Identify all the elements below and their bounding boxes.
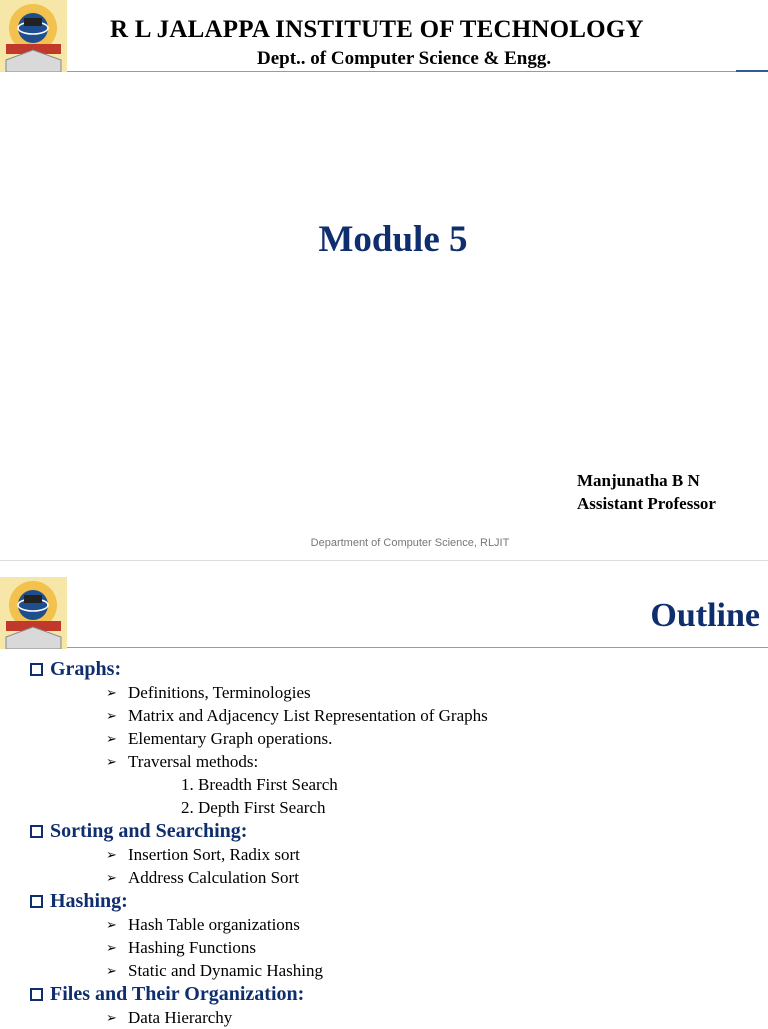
- list-item: [30, 681, 750, 704]
- list-item-text: Address Calculation Sort: [128, 868, 299, 887]
- list-item-text: Matrix and Adjacency List Representation of Graphs: [128, 706, 488, 725]
- section-graphs: [30, 657, 750, 819]
- list-item: [30, 913, 750, 936]
- section-heading-text: Hashing:: [50, 890, 128, 912]
- header-rule-accent: [736, 70, 768, 72]
- sub-list-item: 1. Breadth First Search: [181, 775, 338, 794]
- slide-title: Module 5: [318, 219, 468, 260]
- list-item-text: Definitions, Terminologies: [128, 683, 311, 702]
- arrow-bullet-icon: ➢: [106, 847, 117, 862]
- list-item-text: Data Hierarchy: [128, 1008, 233, 1027]
- header-rule: [67, 647, 768, 648]
- header-rule: [67, 71, 768, 72]
- slide-footer: Department of Computer Science, RLJIT: [310, 537, 510, 549]
- list-item-text: Elementary Graph operations.: [128, 729, 333, 748]
- presenter-role: Assistant Professor: [577, 494, 716, 513]
- list-item-text: Traversal methods:: [128, 752, 259, 771]
- arrow-bullet-icon: ➢: [106, 754, 117, 769]
- list-item: [30, 843, 750, 866]
- list-item: [30, 936, 750, 959]
- sub-list-item: 2. Depth First Search: [181, 798, 326, 817]
- list-item: [30, 727, 750, 750]
- section-heading-text: Sorting and Searching:: [50, 820, 248, 842]
- arrow-bullet-icon: ➢: [106, 917, 117, 932]
- department-name: Dept.. of Computer Science & Engg.: [257, 48, 552, 69]
- arrow-bullet-icon: ➢: [106, 685, 117, 700]
- checkbox-icon: [30, 988, 43, 1001]
- list-item: [30, 704, 750, 727]
- institute-name: R L JALAPPA INSTITUTE OF TECHNOLOGY: [110, 16, 644, 43]
- section-heading: [30, 889, 750, 913]
- presenter-name: Manjunatha B N: [577, 471, 700, 490]
- section-files: [30, 982, 750, 1029]
- list-item-text: Static and Dynamic Hashing: [128, 961, 323, 980]
- arrow-bullet-icon: ➢: [106, 940, 117, 955]
- section-heading: [30, 819, 750, 843]
- arrow-bullet-icon: ➢: [106, 963, 117, 978]
- list-item: [30, 959, 750, 982]
- list-item-text: Hash Table organizations: [128, 915, 300, 934]
- checkbox-icon: [30, 663, 43, 676]
- section-sorting: [30, 819, 750, 889]
- list-item-text: Insertion Sort, Radix sort: [128, 845, 300, 864]
- outline-list: [30, 657, 750, 1029]
- list-item: [30, 866, 750, 889]
- section-hashing: [30, 889, 750, 982]
- institute-crest-icon: [0, 577, 67, 649]
- list-item: [30, 1006, 750, 1029]
- checkbox-icon: [30, 895, 43, 908]
- section-heading-text: Files and Their Organization:: [50, 983, 305, 1005]
- list-item: [30, 750, 750, 773]
- outline-title: Outline: [650, 597, 760, 634]
- section-heading: [30, 982, 750, 1006]
- arrow-bullet-icon: ➢: [106, 731, 117, 746]
- presenter-block: [577, 469, 716, 515]
- arrow-bullet-icon: ➢: [106, 708, 117, 723]
- outline-slide: [0, 560, 768, 1025]
- section-heading-text: Graphs:: [50, 658, 122, 680]
- list-item-text: Hashing Functions: [128, 938, 256, 957]
- arrow-bullet-icon: ➢: [106, 870, 117, 885]
- institute-crest-icon: [0, 0, 67, 72]
- arrow-bullet-icon: ➢: [106, 1010, 117, 1025]
- checkbox-icon: [30, 825, 43, 838]
- section-heading: [30, 657, 750, 681]
